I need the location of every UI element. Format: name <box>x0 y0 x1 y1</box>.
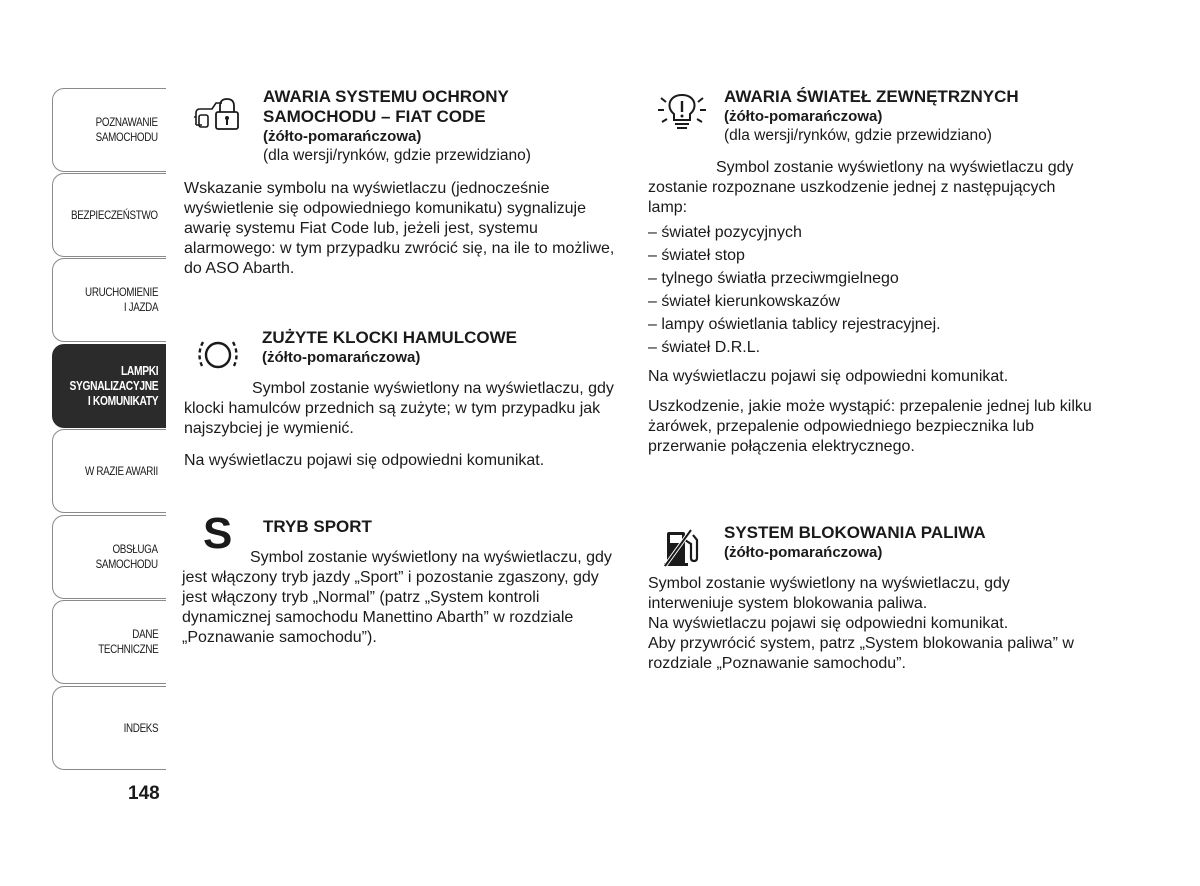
section-title: ZUŻYTE KLOCKI HAMULCOWE <box>262 328 517 347</box>
chapter-sidebar <box>52 88 167 771</box>
tab-label: BEZPIECZEŃSTWO <box>71 207 158 222</box>
fuel-message: Na wyświetlaczu pojawi się odpowiedni komunikat. <box>648 615 1009 632</box>
brake-pad-icon <box>195 335 241 375</box>
fiat-code-body: Wskazanie symbolu na wyświetlaczu (jednocześnie wyświetlenie się odpowiedniego komunikatu) sygnalizuje awarię systemu Fiat Code lub, jeżeli jest, systemu alarmowego: w tym przypadku zwrócić się, na ile to możliwe, do ASO Abarth. <box>184 180 615 277</box>
availability-note: (dla wersji/rynków, gdzie przewidziano) <box>263 147 531 164</box>
warning-color: (żółto-pomarańczowa) <box>724 544 883 561</box>
list-item: – świateł stop <box>648 247 745 264</box>
sport-title: TRYB SPORT <box>263 517 372 536</box>
tab-uruchomienie-i-jazda[interactable] <box>52 258 166 342</box>
fuel-heading <box>724 523 1084 562</box>
tab-dane-techniczne[interactable] <box>52 600 166 684</box>
section-title: AWARIA SYSTEMU OCHRONY <box>263 87 509 106</box>
sport-body: Symbol zostanie wyświetlony na wyświetlaczu, gdy jest włączony tryb jazdy „Sport” i pozostanie zgaszony, gdy jest włączony tryb „Normal” (patrz „System kontroli dynamicznej samochodu Manettino Abarth” w rozdziale „Poznawanie samochodu”). <box>182 549 612 646</box>
bulb-failure-icon <box>656 92 708 136</box>
list-item: – świateł pozycyjnych <box>648 224 802 241</box>
brake-pads-body: Symbol zostanie wyświetlony na wyświetlaczu, gdy klocki hamulców przednich są zużyte; w tym przypadku jak najszybciej je wymienić. <box>184 380 614 437</box>
tab-lampki-sygnalizacyjne[interactable] <box>52 344 166 428</box>
lights-message: Na wyświetlaczu pojawi się odpowiedni komunikat. <box>648 368 1009 385</box>
tab-bezpieczenstwo[interactable] <box>52 173 166 257</box>
warning-color: (żółto-pomarańczowa) <box>262 349 421 366</box>
fuel-cutoff-icon <box>661 526 701 568</box>
section-title-line2: SAMOCHODU – FIAT CODE <box>263 107 486 126</box>
availability-note: (dla wersji/rynków, gdzie przewidziano) <box>724 127 992 144</box>
brake-pads-heading <box>262 328 622 367</box>
tab-label: URUCHOMIENIE I JAZDA <box>84 285 158 314</box>
tab-label: POZNAWANIE SAMOCHODU <box>95 115 158 144</box>
sport-s-icon: S <box>203 509 233 558</box>
lights-intro: Symbol zostanie wyświetlony na wyświetlaczu gdy zostanie rozpoznane uszkodzenie jednej z następujących lamp: <box>648 159 1074 216</box>
tab-label: W RAZIE AWARII <box>85 463 158 478</box>
page-number: 148 <box>128 783 160 804</box>
lights-list <box>648 221 1088 359</box>
section-title: SYSTEM BLOKOWANIA PALIWA <box>724 523 986 542</box>
list-item: – lampy oświetlania tablicy rejestracyjnej. <box>648 316 941 333</box>
tab-label: OBSŁUGA SAMOCHODU <box>95 542 158 571</box>
fuel-body: Symbol zostanie wyświetlony na wyświetlaczu, gdy interweniuje system blokowania paliwa. <box>648 575 1010 612</box>
tab-label: DANE TECHNICZNE <box>97 627 158 656</box>
section-title: AWARIA ŚWIATEŁ ZEWNĘTRZNYCH <box>724 87 1019 106</box>
tab-obsluga-samochodu[interactable] <box>52 515 166 599</box>
tab-label: INDEKS <box>123 720 158 735</box>
tab-label: LAMPKI SYGNALIZACYJNE I KOMUNIKATY <box>69 363 158 408</box>
warning-color: (żółto-pomarańczowa) <box>263 128 422 145</box>
lights-failure-causes: Uszkodzenie, jakie może wystąpić: przepalenie jednej lub kilku żarówek, przepalenie odpowiedniego bezpiecznika lub przerwanie połączenia elektrycznego. <box>648 398 1092 455</box>
brake-pads-message: Na wyświetlaczu pojawi się odpowiedni komunikat. <box>184 452 545 469</box>
padlock-car-icon <box>192 95 242 131</box>
warning-color: (żółto-pomarańczowa) <box>724 108 883 125</box>
tab-indeks[interactable] <box>52 686 166 770</box>
tab-poznawanie-samochodu[interactable] <box>52 88 166 172</box>
fuel-reset: Aby przywrócić system, patrz „System blokowania paliwa” w rozdziale „Poznawanie samochodu”. <box>648 635 1074 672</box>
fiat-code-heading <box>263 87 603 165</box>
list-item: – świateł D.R.L. <box>648 339 761 356</box>
list-item: – tylnego światła przeciwmgielnego <box>648 270 899 287</box>
tab-w-razie-awarii[interactable] <box>52 429 166 513</box>
list-item: – świateł kierunkowskazów <box>648 293 841 310</box>
lights-heading <box>724 87 1104 145</box>
